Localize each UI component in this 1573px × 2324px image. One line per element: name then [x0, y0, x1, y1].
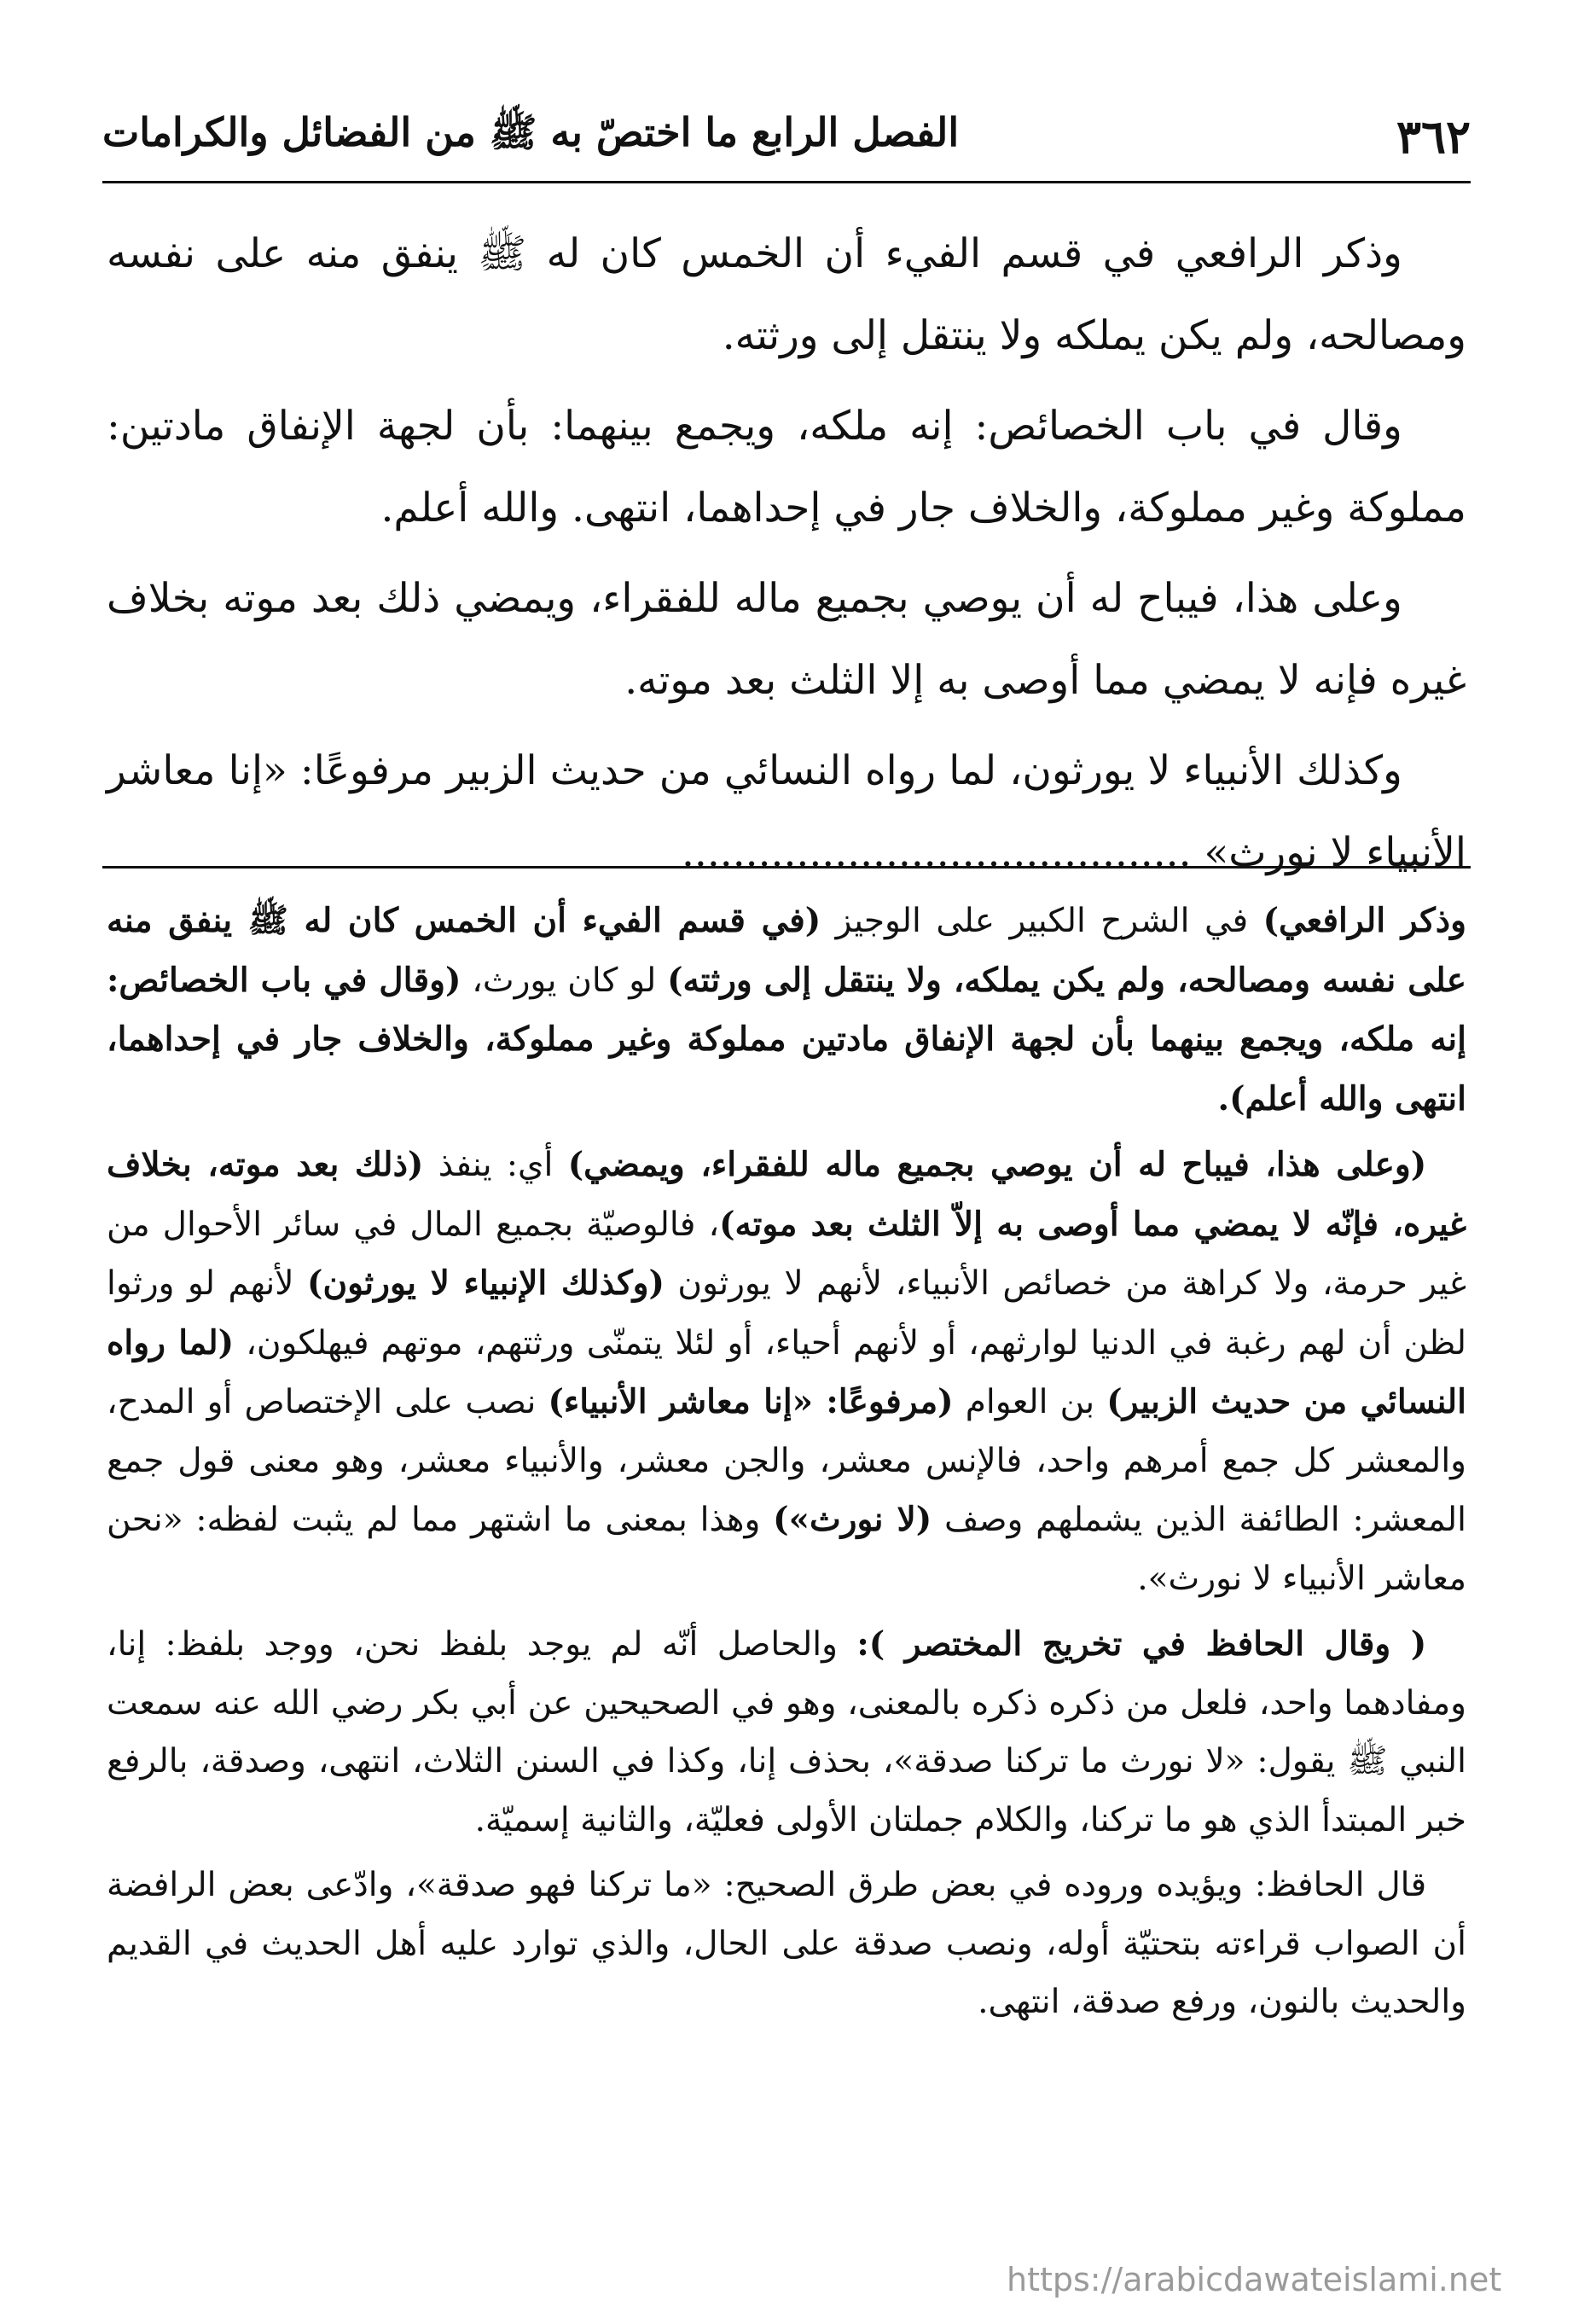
commentary-paragraph [107, 1136, 1466, 1608]
commentary-paragraph [107, 1615, 1466, 1850]
main-paragraph: وقال في باب الخصائص: إنه ملكه، ويجمع بينهما: بأن لجهة الإنفاق مادتين: مملوكة وغير مملوكة، والخلاف جار في إحداهما، انتهى. والله أعلم. [107, 403, 1466, 532]
page-header [102, 102, 1471, 171]
quoted-text: (مرفوعًا: «إنا معاشر الأنبياء) [548, 1382, 954, 1421]
commentary-paragraph [107, 892, 1466, 1129]
watermark-url: https://arabicdawateislami.net [1007, 2261, 1502, 2298]
quoted-text: (وعلى هذا، فيباح له أن يوصي بجميع ماله للفقراء، ويمضي) [567, 1145, 1427, 1184]
commentary-text: أي: ينفذ [423, 1146, 568, 1184]
quoted-text: ( وقال الحافظ في تخريج المختصر ): [856, 1624, 1427, 1664]
commentary-text: في الشرح الكبير على الوجيز [821, 902, 1263, 940]
main-paragraph-text: وكذلك الأنبياء لا يورثون، لما رواه النسائي من حديث الزبير مرفوعًا: «إنا معاشر الأنبياء لا نورث» [107, 747, 1466, 876]
quoted-text: (لا نورث») [773, 1500, 932, 1539]
header-divider [102, 181, 1471, 183]
commentary-text: ، فالوصيّة بجميع المال في سائر الأحوال من غير حرمة، ولا كراهة من خصائص الأنبياء، لأنهم لا يورثون [107, 1205, 1466, 1303]
commentary-paragraph: قال الحافظ: ويؤيده وروده في بعض طرق الصحيح: «ما تركنا فهو صدقة»، وادّعى بعض الرافضة أن الصواب قراءته بتحتيّة أوله، ونصب صدقة على الحال، والذي توارد عليه أهل الحديث في القديم والحديث بالنون، ورفع صدقة، انتهى. [107, 1866, 1466, 2021]
quoted-text: (وكذلك الإنبياء لا يورثون) [307, 1264, 665, 1303]
commentary-text: نصب على الإختصاص أو المدح، والمعشر كل جمع أمرهم واحد، فالإنس معشر، والجن معشر، والأنبياء معشر، وهو معنى قول جمع المعشر: الطائفة الذين يشملهم وصف [107, 1383, 1466, 1539]
main-paragraph: وعلى هذا، فيباح له أن يوصي بجميع ماله للفقراء، ويمضي ذلك بعد موته بخلاف غيره فإنه لا يمضي مما أوصى به إلا الثلث بعد موته. [107, 575, 1466, 704]
commentary-text: بن العوام [953, 1383, 1107, 1421]
quoted-text: (وقال في باب الخصائص: إنه ملكه، ويجمع بينهما بأن لجهة الإنفاق مادتين مملوكة وغير مملوكة، والخلاف جار في إحداهما، انتهى والله أعلم). [107, 960, 1466, 1118]
quoted-text: (لما رواه النسائي من حديث الزبير) [107, 1322, 1466, 1421]
commentary-text: وهذا بمعنى ما اشتهر مما لم يثبت لفظه: «نحن معاشر الأنبياء لا نورث». [107, 1501, 1466, 1598]
commentary-text: لو كان يورث، [461, 961, 668, 1000]
quoted-text: (ذلك بعد موته، بخلاف غيره، فإنّه لا يمضي مما أوصى به إلاّ الثلث بعد موته) [107, 1145, 1467, 1244]
running-title: الفصل الرابع ما اختصّ به ﷺ من الفضائل والكرامات [102, 108, 960, 155]
page-number: ٣٦٢ [1396, 109, 1471, 164]
continuation-dots: ........................................ [681, 829, 1192, 876]
main-paragraph: وذكر الرافعي في قسم الفيء أن الخمس كان له ﷺ ينفق منه على نفسه ومصالحه، ولم يكن يملكه ولا ينتقل إلى ورثته. [107, 230, 1466, 359]
commentary [107, 892, 1466, 2039]
commentary-divider [102, 866, 1471, 869]
quoted-text: (في قسم الفيء أن الخمس كان له ﷺ ينفق منه على نفسه ومصالحه، ولم يكن يملكه، ولا ينتقل إلى ورثته) [107, 901, 1466, 1000]
commentary-text: والحاصل أنّه لم يوجد بلفظ نحن، ووجد بلفظ: إنا، ومفادهما واحد، فلعل من ذكره ذكره بالمعنى، وهو في الصحيحين عن أبي بكر رضي الله عنه سمعت النبي ﷺ يقول: «لا نورث ما تركنا صدقة»، بحذف إنا، وكذا في السنن الثلاث، انتهى، وصدقة، بالرفع خبر المبتدأ الذي هو ما تركنا، والكلام جملتان الأولى فعليّة، والثانية إسميّة. [107, 1625, 1466, 1839]
main-paragraph-with-continuation [107, 730, 1466, 894]
quoted-text: وذكر الرافعي) [1262, 901, 1466, 940]
commentary-text: لأنهم لو ورثوا لظن أن لهم رغبة في الدنيا لوارثهم، أو لأنهم أحياء، أو لئلا يتمنّى ورثتهم، موتهم فيهلكون، [107, 1264, 1466, 1362]
main-text [107, 213, 1466, 903]
